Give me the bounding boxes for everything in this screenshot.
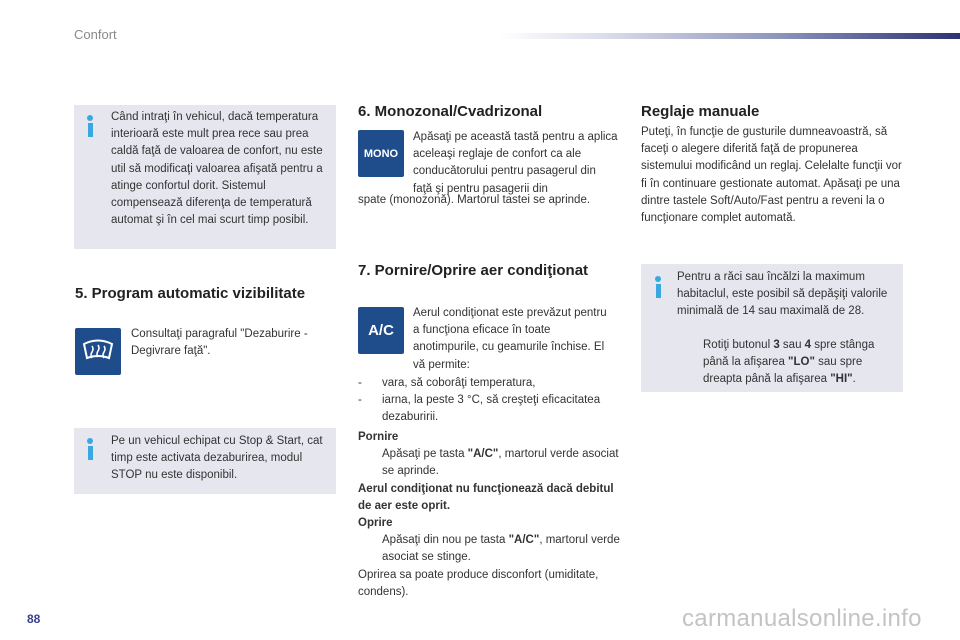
watermark: carmanualsonline.info — [682, 605, 922, 632]
defrost-button-icon — [75, 328, 121, 375]
manual-settings-text: Puteţi, în funcţie de gusturile dumneavoastră, să faceţi o alegere diferită faţă de propunerea sistemului modificând un reglaj. Celelalte funcţii vor fi în continuare gestionate automat. Apăsaţi pe una dintre tastele Soft/Auto/Fast pentru a reveni la o funcţionare complet automată. — [641, 126, 902, 225]
section-7-intro: Aerul condiţionat este prevăzut pentru a funcţiona eficace în toate anotimpurile, cu geamurile închise. El vă permite: — [413, 307, 607, 371]
info-box-temperature — [74, 105, 336, 249]
windshield-defrost-icon — [81, 338, 115, 366]
info-icon — [85, 438, 95, 460]
list-item — [358, 375, 620, 392]
page-number: 88 — [27, 612, 41, 626]
pornire-title: Pornire — [358, 431, 399, 443]
ac-benefits-list — [358, 375, 620, 427]
oprire-block — [358, 515, 620, 601]
info-text: Când intraţi în vehicul, dacă temperatura interioară este mult prea rece sau prea caldă faţă de valoarea de confort, nu este util să modificaţi valoarea afişată pentru a atinge confortul dorit. Sistemul compensează diferenţa de temperatură automat şi în cel mai scurt timp posibil. — [111, 111, 323, 227]
section-6-text-continued: spate (monozonă). Martorul tastei se aprinde. — [358, 194, 591, 206]
pornire-block — [358, 429, 620, 515]
info-box-stop-start — [74, 428, 336, 494]
header-title: Confort — [74, 27, 117, 42]
oprire-note: Oprirea sa poate produce disconfort (umiditate, condens). — [358, 568, 599, 598]
step-marker — [677, 337, 703, 389]
step-marker — [358, 446, 382, 480]
manual-settings-title: Reglaje manuale — [641, 103, 760, 120]
oprire-step — [358, 532, 620, 566]
info-step — [677, 337, 899, 389]
list-item — [358, 392, 620, 426]
oprire-title: Oprire — [358, 517, 393, 529]
pornire-step-text: Apăsaţi pe tasta "A/C", martorul verde asociat se aprinde. — [382, 448, 619, 478]
info-text: Pe un vehicul echipat cu Stop & Start, cat timp este activata dezaburirea, modul STOP nu este disponibil. — [111, 435, 323, 482]
ac-button: A/C — [358, 307, 404, 354]
section-6-title: 6. Monozonal/Cvadrizonal — [358, 103, 543, 120]
info-text: Pentru a răci sau încălzi la maximum habitaclul, este posibil să depăşiţi valorile minimală de 14 sau maximală de 28. — [677, 271, 888, 318]
list-marker: - — [358, 377, 362, 389]
list-marker: - — [358, 394, 362, 407]
section-5-text: Consultaţi paragraful "Dezaburire - Degivrare faţă". — [131, 328, 308, 358]
info-step-text: Rotiţi butonul 3 sau 4 spre stânga până la afişarea "LO" sau spre dreapta până la afişarea "HI". — [703, 339, 875, 386]
section-5-title: 5. Program automatic vizibilitate — [75, 285, 306, 302]
header-decorative-bar — [500, 33, 960, 39]
pornire-step — [358, 446, 620, 480]
pornire-note: Aerul condiţionat nu funcţionează dacă debitul de aer este oprit. — [358, 482, 614, 512]
info-box-max-temperature — [641, 264, 903, 392]
info-icon — [653, 276, 663, 298]
section-6-text: Apăsaţi pe această tastă pentru a aplica aceleaşi reglaje de confort ca ale conducătorului pentru pasagerul din faţă şi pentru pasagerii din — [413, 131, 618, 195]
mono-button: MONO — [358, 130, 404, 177]
section-7-title: 7. Pornire/Oprire aer condiţionat — [358, 262, 589, 279]
list-item-text: vara, să coborâţi temperatura, — [382, 377, 536, 389]
step-marker — [358, 532, 382, 566]
oprire-step-text: Apăsaţi din nou pe tasta "A/C", martorul verde asociat se stinge. — [382, 534, 620, 564]
info-icon — [85, 115, 95, 137]
list-item-text: iarna, la peste 3 °C, să creşteţi eficacitatea dezaburirii. — [382, 394, 601, 424]
